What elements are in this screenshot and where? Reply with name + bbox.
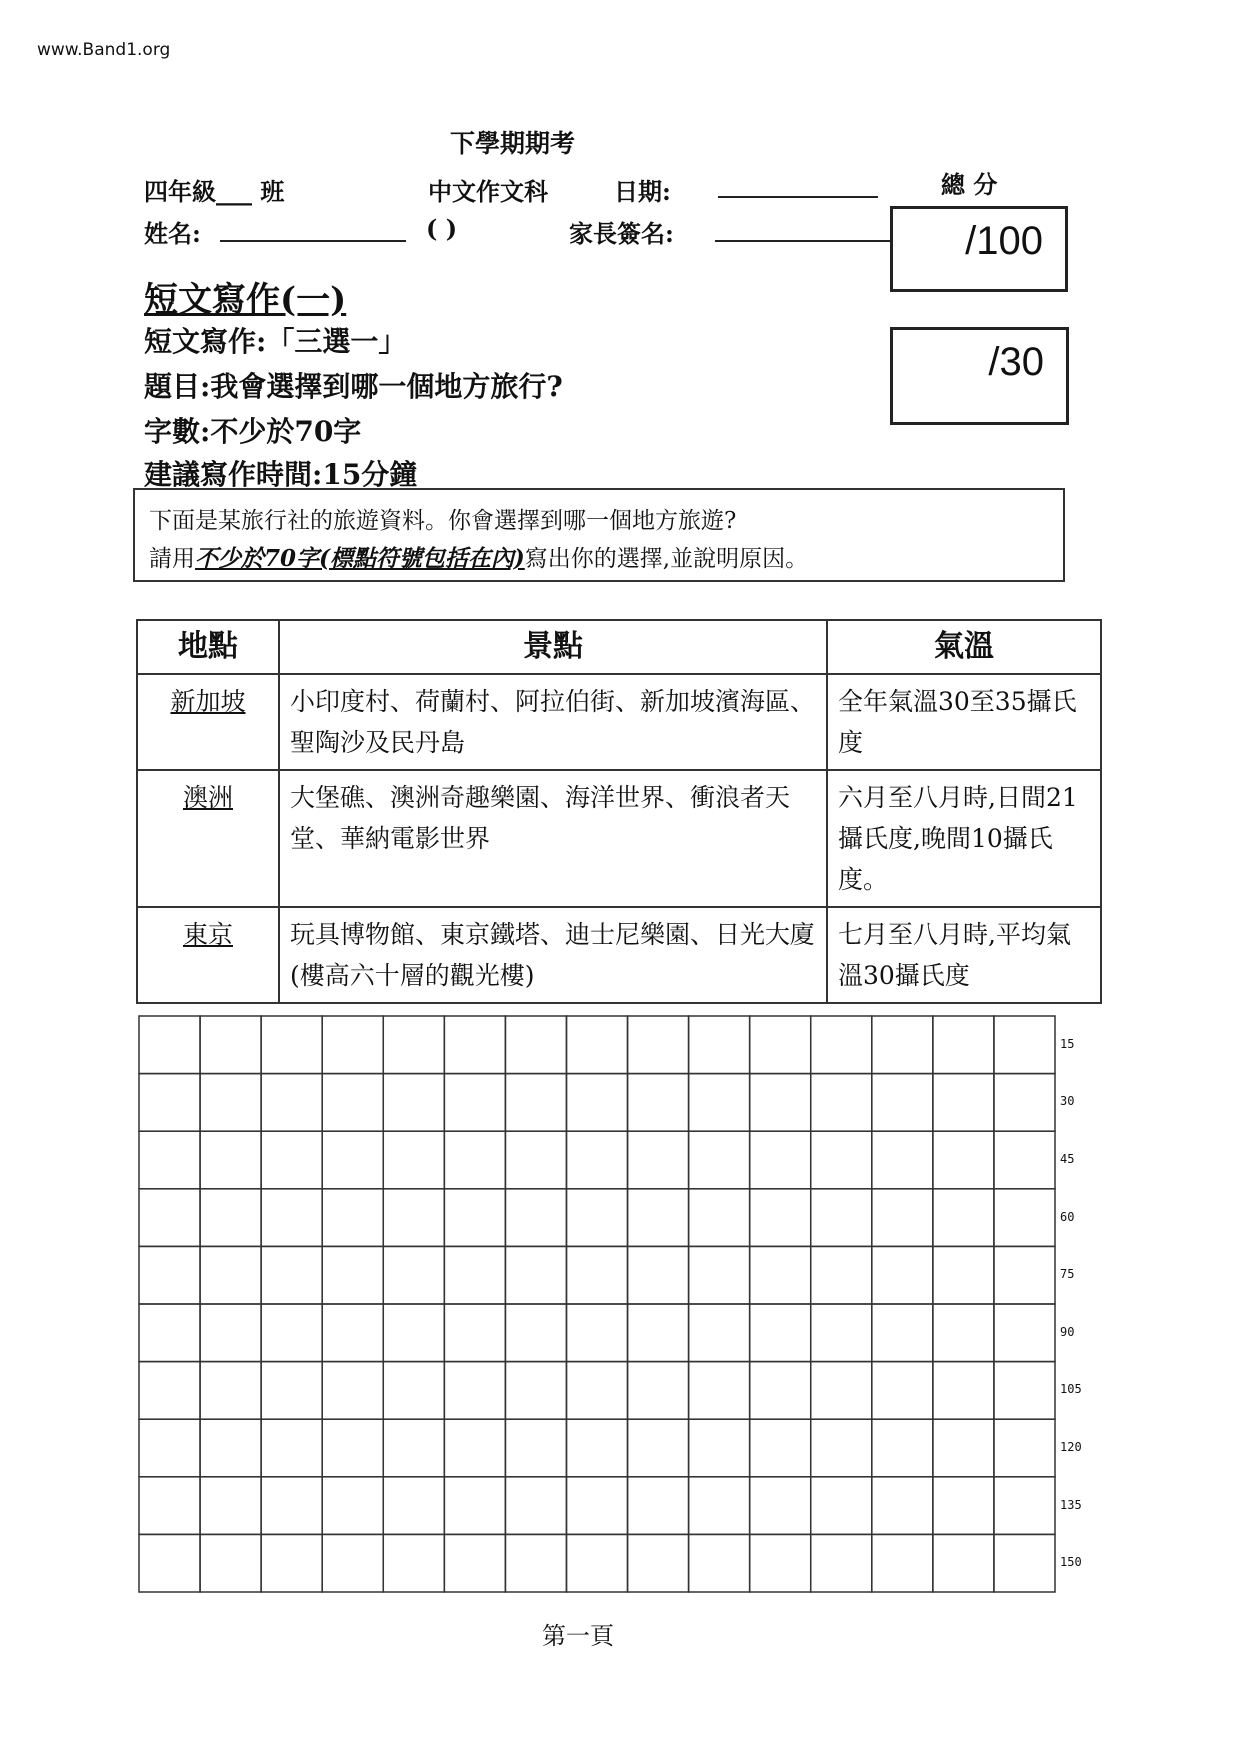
grid-cell[interactable] (933, 1362, 994, 1420)
count-label: 30 (1060, 1094, 1075, 1109)
topic: 題目:我會選擇到哪一個地方旅行? (144, 370, 563, 403)
total-label: 總 分 (941, 170, 998, 199)
grid-cell[interactable] (750, 1131, 811, 1189)
page-number: 第一頁 (542, 1622, 614, 1650)
grid-cell[interactable] (383, 1246, 444, 1304)
place: 澳洲 (182, 783, 233, 812)
grid-cell[interactable] (322, 1362, 383, 1420)
grid-cell[interactable] (750, 1362, 811, 1420)
grid-cell[interactable] (872, 1477, 933, 1535)
grid-cell[interactable] (444, 1131, 505, 1189)
section-score: /30 (988, 340, 1044, 384)
grid-cell[interactable] (994, 1189, 1055, 1247)
table-row (137, 770, 1101, 907)
grid-cell[interactable] (872, 1534, 933, 1592)
grid-cell[interactable] (383, 1131, 444, 1189)
spots: 大堡礁、澳洲奇趣樂園、海洋世界、衝浪者天堂、華納電影世界 (279, 770, 827, 907)
section-score-box (890, 327, 1069, 425)
grid-cell[interactable] (750, 1246, 811, 1304)
grid-cell[interactable] (261, 1074, 322, 1132)
count-label: 135 (1060, 1497, 1082, 1512)
section-title: 短文寫作(一) (144, 280, 347, 320)
grid-cell[interactable] (628, 1534, 689, 1592)
temperature: 全年氣溫30至35攝氏度 (827, 674, 1101, 770)
grid-cell[interactable] (383, 1189, 444, 1247)
grid-cell[interactable] (750, 1534, 811, 1592)
grid-cell[interactable] (383, 1074, 444, 1132)
grid-cell[interactable] (444, 1189, 505, 1247)
grid-cell[interactable] (322, 1304, 383, 1362)
count-label: 75 (1060, 1267, 1075, 1282)
parent-sign-field[interactable] (715, 240, 890, 242)
header-place: 地點 (137, 620, 279, 674)
grid-cell[interactable] (811, 1189, 872, 1247)
name-field[interactable] (220, 240, 406, 242)
subject: 中文作文科 (428, 177, 548, 206)
temperature: 六月至八月時,日間21攝氏度,晚間10攝氏度。 (827, 770, 1101, 907)
total-score-box (890, 206, 1068, 292)
grid-cell[interactable] (566, 1189, 627, 1247)
grid-cell[interactable] (750, 1189, 811, 1247)
place: 東京 (182, 920, 233, 949)
grid-cell[interactable] (383, 1477, 444, 1535)
grid-cell[interactable] (872, 1304, 933, 1362)
grid-cell[interactable] (872, 1016, 933, 1074)
grid-cell[interactable] (933, 1074, 994, 1132)
watermark: www.Band1.org (37, 40, 171, 60)
temperature: 七月至八月時,平均氣溫30攝氏度 (827, 907, 1101, 1003)
grid-cell[interactable] (566, 1362, 627, 1420)
writing-grid[interactable] (137, 1014, 1057, 1594)
grid-cell[interactable] (139, 1131, 200, 1189)
grid-cell[interactable] (261, 1477, 322, 1535)
grid-cell[interactable] (689, 1016, 750, 1074)
grid-cell[interactable] (628, 1304, 689, 1362)
grid-cell[interactable] (505, 1304, 566, 1362)
grid-cell[interactable] (566, 1534, 627, 1592)
exam-title: 下學期期考 (450, 129, 576, 158)
grid-cell[interactable] (811, 1534, 872, 1592)
grid-cell[interactable] (200, 1534, 261, 1592)
grid-cell[interactable] (689, 1074, 750, 1132)
grid-cell[interactable] (444, 1074, 505, 1132)
grid-cell[interactable] (994, 1246, 1055, 1304)
table-row (137, 907, 1101, 1003)
grid-cell[interactable] (811, 1304, 872, 1362)
grid-cell[interactable] (689, 1304, 750, 1362)
grid-cell[interactable] (200, 1074, 261, 1132)
grid-cell[interactable] (811, 1362, 872, 1420)
grid-cell[interactable] (811, 1419, 872, 1477)
grid-cell[interactable] (566, 1419, 627, 1477)
grid-cell[interactable] (933, 1131, 994, 1189)
grid-cell[interactable] (689, 1189, 750, 1247)
grid-cell[interactable] (566, 1304, 627, 1362)
grid-cell[interactable] (750, 1016, 811, 1074)
grid-cell[interactable] (566, 1477, 627, 1535)
total-score: /100 (965, 219, 1043, 263)
grid-cell[interactable] (994, 1304, 1055, 1362)
grid-cell[interactable] (322, 1016, 383, 1074)
grid-cell[interactable] (444, 1246, 505, 1304)
grid-cell[interactable] (689, 1534, 750, 1592)
grid-cell[interactable] (750, 1074, 811, 1132)
grid-cell[interactable] (872, 1131, 933, 1189)
grid-cell[interactable] (139, 1419, 200, 1477)
grid-cell[interactable] (444, 1016, 505, 1074)
grid-cell[interactable] (139, 1362, 200, 1420)
grid-cell[interactable] (994, 1131, 1055, 1189)
grid-cell[interactable] (933, 1246, 994, 1304)
grid-cell[interactable] (933, 1534, 994, 1592)
grid-cell[interactable] (628, 1362, 689, 1420)
grid-cell[interactable] (200, 1304, 261, 1362)
travel-info-table (136, 619, 1102, 1004)
place: 新加坡 (170, 687, 246, 716)
word-count: 字數:不少於70字 (144, 415, 362, 448)
grid-cell[interactable] (200, 1189, 261, 1247)
grid-cell[interactable] (628, 1246, 689, 1304)
grid-cell[interactable] (444, 1534, 505, 1592)
instruction-line-2 (149, 540, 808, 573)
grid-cell[interactable] (200, 1477, 261, 1535)
grid-cell[interactable] (444, 1304, 505, 1362)
grid-cell[interactable] (505, 1074, 566, 1132)
grid-cell[interactable] (505, 1362, 566, 1420)
grid-cell[interactable] (322, 1074, 383, 1132)
grid-cell[interactable] (139, 1074, 200, 1132)
grid-cell[interactable] (566, 1246, 627, 1304)
grid-cell[interactable] (994, 1419, 1055, 1477)
grid-cell[interactable] (811, 1246, 872, 1304)
grid-cell[interactable] (811, 1477, 872, 1535)
grid-cell[interactable] (933, 1304, 994, 1362)
count-label: 60 (1060, 1209, 1075, 1224)
grid-cell[interactable] (139, 1304, 200, 1362)
grid-cell[interactable] (322, 1419, 383, 1477)
grid-cell[interactable] (811, 1131, 872, 1189)
grid-cell[interactable] (628, 1131, 689, 1189)
grid-cell[interactable] (322, 1477, 383, 1535)
date-label: 日期: (614, 177, 671, 206)
grid-cell[interactable] (994, 1074, 1055, 1132)
grid-cell[interactable] (933, 1419, 994, 1477)
grid-cell[interactable] (872, 1419, 933, 1477)
grid-cell[interactable] (261, 1534, 322, 1592)
grid-cell[interactable] (139, 1246, 200, 1304)
grid-cell[interactable] (261, 1304, 322, 1362)
grid-cell[interactable] (261, 1362, 322, 1420)
task-type: 短文寫作:「三選一」 (144, 325, 407, 358)
grid-cell[interactable] (628, 1189, 689, 1247)
grid-cell[interactable] (505, 1477, 566, 1535)
spots: 玩具博物館、東京鐵塔、迪士尼樂園、日光大廈(樓高六十層的觀光樓) (279, 907, 827, 1003)
grid-cell[interactable] (505, 1534, 566, 1592)
name-label: 姓名: (144, 219, 201, 248)
grid-cell[interactable] (383, 1304, 444, 1362)
class-number-field[interactable]: ( ) (426, 214, 458, 243)
grid-cell[interactable] (750, 1419, 811, 1477)
grid-cell[interactable] (261, 1419, 322, 1477)
grid-cell[interactable] (505, 1246, 566, 1304)
grid-cell[interactable] (261, 1016, 322, 1074)
suggested-time: 建議寫作時間:15分鐘 (144, 458, 418, 491)
grid-cell[interactable] (383, 1534, 444, 1592)
grid-cell[interactable] (200, 1362, 261, 1420)
grid-cell[interactable] (750, 1304, 811, 1362)
count-label: 90 (1060, 1324, 1075, 1339)
grid-cell[interactable] (566, 1016, 627, 1074)
grid-cell[interactable] (200, 1016, 261, 1074)
grid-cell[interactable] (933, 1016, 994, 1074)
grid-cell[interactable] (872, 1189, 933, 1247)
grid-cell[interactable] (994, 1534, 1055, 1592)
grid-cell[interactable] (811, 1016, 872, 1074)
table-header (137, 620, 1101, 674)
grid-cell[interactable] (322, 1246, 383, 1304)
parent-sign-label: 家長簽名: (569, 219, 674, 248)
grid-cell[interactable] (139, 1477, 200, 1535)
grid-cell[interactable] (200, 1131, 261, 1189)
instruction-line-1: 下面是某旅行社的旅遊資料。你會選擇到哪一個地方旅遊? (149, 508, 737, 534)
grid-cell[interactable] (628, 1016, 689, 1074)
grid-cell[interactable] (322, 1131, 383, 1189)
date-field[interactable] (718, 196, 878, 198)
grid-cell[interactable] (444, 1362, 505, 1420)
grid-cell[interactable] (322, 1534, 383, 1592)
grid-cell[interactable] (383, 1419, 444, 1477)
spots: 小印度村、荷蘭村、阿拉伯街、新加坡濱海區、聖陶沙及民丹島 (279, 674, 827, 770)
grid-cell[interactable] (444, 1477, 505, 1535)
instruction-post: 寫出你的選擇,並說明原因。 (524, 546, 809, 572)
grid-cell[interactable] (505, 1189, 566, 1247)
grid-cell[interactable] (383, 1016, 444, 1074)
header-temp: 氣溫 (827, 620, 1101, 674)
grid-cell[interactable] (811, 1074, 872, 1132)
grid-cell[interactable] (261, 1131, 322, 1189)
grid-cell[interactable] (689, 1246, 750, 1304)
grid-cell[interactable] (322, 1189, 383, 1247)
grid-cell[interactable] (628, 1477, 689, 1535)
grid-cell[interactable] (261, 1189, 322, 1247)
grid-cell[interactable] (689, 1477, 750, 1535)
instruction-pre: 請用 (149, 546, 195, 572)
grid-cell[interactable] (139, 1534, 200, 1592)
grid-cell[interactable] (505, 1131, 566, 1189)
grid-cell[interactable] (872, 1074, 933, 1132)
grid-cell[interactable] (872, 1362, 933, 1420)
grid-cell[interactable] (994, 1362, 1055, 1420)
table-row (137, 674, 1101, 770)
grid-cell[interactable] (444, 1419, 505, 1477)
grade-class: 四年級___ 班 (144, 177, 285, 206)
instruction-box (133, 488, 1065, 582)
grid-cell[interactable] (628, 1074, 689, 1132)
grid-cell[interactable] (139, 1016, 200, 1074)
count-label: 150 (1060, 1555, 1082, 1570)
grid-cell[interactable] (383, 1362, 444, 1420)
grid-cell[interactable] (750, 1477, 811, 1535)
grid-cell[interactable] (994, 1477, 1055, 1535)
grid-cell[interactable] (933, 1189, 994, 1247)
grid-cell[interactable] (872, 1246, 933, 1304)
grid-cell[interactable] (505, 1419, 566, 1477)
count-label: 120 (1060, 1440, 1082, 1454)
grid-cell[interactable] (200, 1419, 261, 1477)
grid-cell[interactable] (994, 1016, 1055, 1074)
grid-cell[interactable] (139, 1189, 200, 1247)
grid-cell[interactable] (200, 1246, 261, 1304)
grid-cell[interactable] (689, 1131, 750, 1189)
count-label: 105 (1060, 1382, 1082, 1397)
grid-cell[interactable] (566, 1131, 627, 1189)
grid-cell[interactable] (933, 1477, 994, 1535)
grid-cell[interactable] (628, 1419, 689, 1477)
count-label: 15 (1060, 1036, 1075, 1051)
grid-cell[interactable] (689, 1362, 750, 1420)
header-spots: 景點 (279, 620, 827, 674)
instruction-emphasis: 不少於70字(標點符號包括在內) (195, 545, 525, 572)
count-label: 45 (1060, 1152, 1075, 1166)
grid-cell[interactable] (566, 1074, 627, 1132)
grid-cell[interactable] (261, 1246, 322, 1304)
grid-cell[interactable] (505, 1016, 566, 1074)
grid-cell[interactable] (689, 1419, 750, 1477)
